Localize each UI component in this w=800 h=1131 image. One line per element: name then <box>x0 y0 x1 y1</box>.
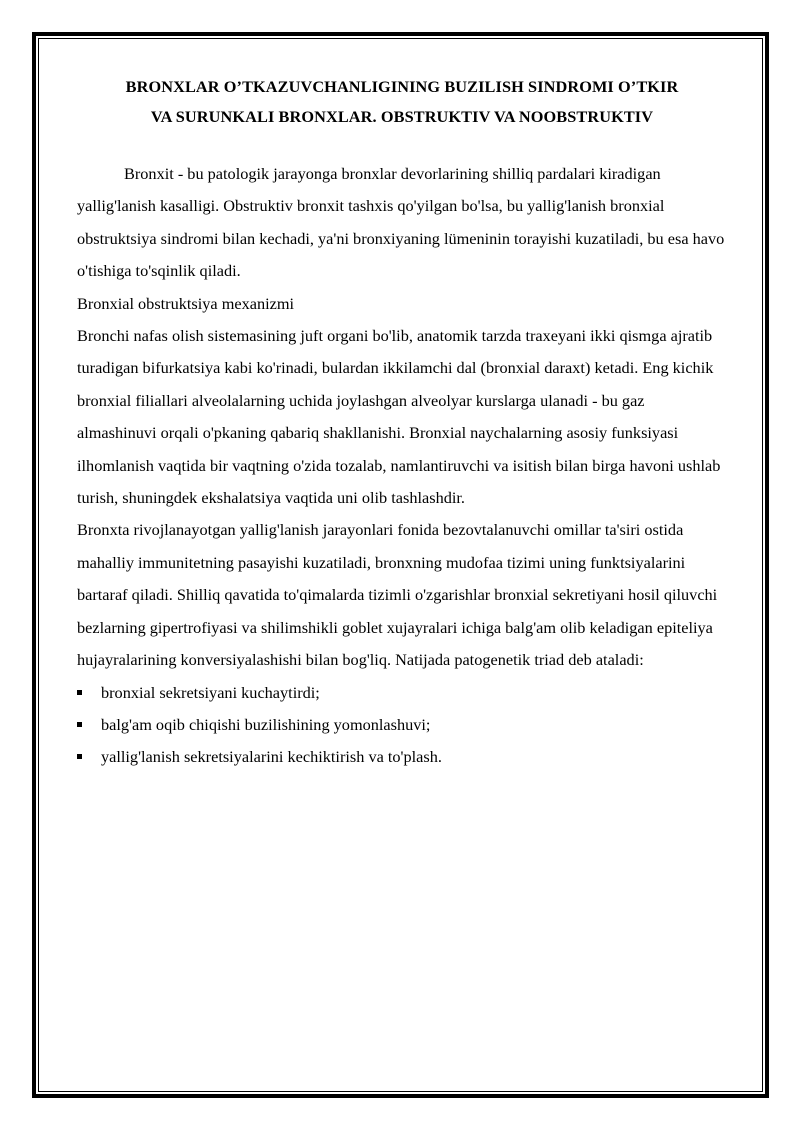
list-item <box>77 709 727 741</box>
section-subheading: Bronxial obstruktsiya mexanizmi <box>77 293 295 313</box>
intro-paragraph: Bronxit - bu patologik jarayonga bronxlar devorlarining shilliq pardalari kiradigan yallig'lanish kasalligi. Obstruktiv bronxit tashxis qo'yilgan bo'lsa, bu yallig'lanish bronxial obstruktsiya sindromi bilan kechadi, ya'ni bronxiyaning lümeninin torayishi kuzatiladi, bu esa havo o'tishiga to'sqinlik qiladi. <box>77 164 725 281</box>
title-line-1: BRONXLAR O’TKAZUVCHANLIGINING BUZILISH SINDROMI O’TKIR <box>125 77 679 96</box>
square-bullet-icon <box>77 690 82 695</box>
square-bullet-icon <box>77 722 82 727</box>
mechanism-paragraph: Bronchi nafas olish sistemasining juft organi bo'lib, anatomik tarzda traxeyani ikki qismga ajratib turadigan bifurkatsiya kabi ko'rinadi, bulardan ikkilamchi dal (bronxial daraxt) ketadi. Eng kichik bronxial filiallari alveolalarning uchida joylashgan alveolyar kurslarga ulanadi - bu gaz almashinuvi orqali o'pkaning qabariq shakllanishi. Bronxial naychalarning asosiy funksiyasi ilhomlanish vaqtida bir vaqtning o'zida tozalab, namlantiruvchi va isitish bilan birga havoni ushlab turish, shuningdek ekshalatsiya vaqtida uni olib tashlashdir. <box>77 326 721 508</box>
square-bullet-icon <box>77 754 82 759</box>
list-item <box>77 677 727 709</box>
list-item-text: yallig'lanish sekretsiyalarini kechiktirish va to'plash. <box>101 747 442 767</box>
triad-list <box>77 677 727 774</box>
inflammation-paragraph: Bronxta rivojlanayotgan yallig'lanish jarayonlari fonida bezovtalanuvchi omillar ta'siri ostida mahalliy immunitetning pasayishi kuzatiladi, bronxning mudofaa tizimi uning funktsiyalarini bartaraf qiladi. Shilliq qavatida to'qimalarda tizimli o'zgarishlar bronxial sekretiyani hosil qiluvchi bezlarning gipertrofiyasi va shilimshikli goblet xujayralari ichiga balg'am olib keladigan epiteliya hujayralarining konversiyalashishi bilan bog'liq. Natijada patogenetik triad deb ataladi: <box>77 520 718 670</box>
list-item <box>77 741 727 773</box>
document-content <box>77 72 727 774</box>
title-line-2: VA SURUNKALI BRONXLAR. OBSTRUKTIV VA NOOBSTRUKTIV <box>150 107 654 126</box>
document-body <box>77 158 727 774</box>
list-item-text: bronxial sekretsiyani kuchaytirdi; <box>101 682 320 702</box>
list-item-text: balg'am oqib chiqishi buzilishining yomonlashuvi; <box>101 714 431 734</box>
document-title <box>77 72 727 132</box>
